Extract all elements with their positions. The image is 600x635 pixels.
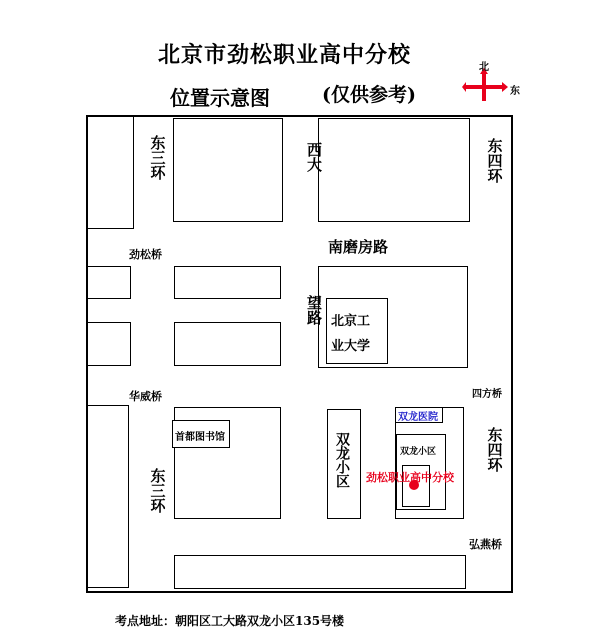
compass-east-label: 东 — [510, 86, 520, 97]
compass-north-label: 北 — [479, 62, 489, 73]
block-mid-center-2 — [174, 322, 281, 366]
bjut-label-line1: 北京工 — [331, 314, 371, 329]
reference-note: (仅供参考) — [322, 84, 416, 106]
block-mid-center-1 — [174, 266, 281, 299]
block-left-top — [87, 116, 134, 229]
road-east-third-ring-bottom: 东三环 — [148, 468, 167, 513]
road-xidawang-lower: 望路 — [305, 295, 323, 325]
block-left-mid2 — [87, 322, 131, 366]
hospital-label: 双龙医院 — [398, 412, 438, 423]
bridge-sifang: 四方桥 — [472, 389, 502, 400]
bridge-jinsong: 劲松桥 — [129, 248, 162, 261]
shuanglong-community-label: 双龙小区 — [334, 432, 350, 488]
road-nanmofang: 南磨房路 — [328, 238, 389, 256]
school-label: 劲松职业高中分校 — [366, 471, 454, 484]
road-east-fourth-ring-top: 东四环 — [485, 138, 504, 183]
bridge-huawei: 华威桥 — [129, 390, 162, 403]
road-xidawang-upper: 西大 — [305, 142, 323, 172]
map-subtitle: 位置示意图 — [170, 86, 270, 110]
block-left-bottom — [87, 405, 129, 588]
road-east-fourth-ring-bottom: 东四环 — [485, 427, 504, 472]
exam-site-address: 考点地址：朝阳区工大路双龙小区135号楼 — [115, 614, 345, 628]
block-top-right — [318, 118, 470, 222]
bjut-building — [326, 298, 388, 364]
bjut-label-line2: 业大学 — [331, 339, 371, 354]
road-east-third-ring-top: 东三环 — [148, 135, 167, 180]
map-title: 北京市劲松职业高中分校 — [158, 42, 412, 68]
compass — [460, 58, 530, 106]
community-small-label: 双龙小区 — [400, 447, 437, 457]
block-left-mid1 — [87, 266, 131, 299]
block-top-center — [173, 118, 283, 222]
block-bottom-strip — [174, 555, 466, 589]
bridge-hongyan: 弘燕桥 — [469, 538, 502, 551]
capital-library-label: 首都图书馆 — [175, 432, 225, 443]
